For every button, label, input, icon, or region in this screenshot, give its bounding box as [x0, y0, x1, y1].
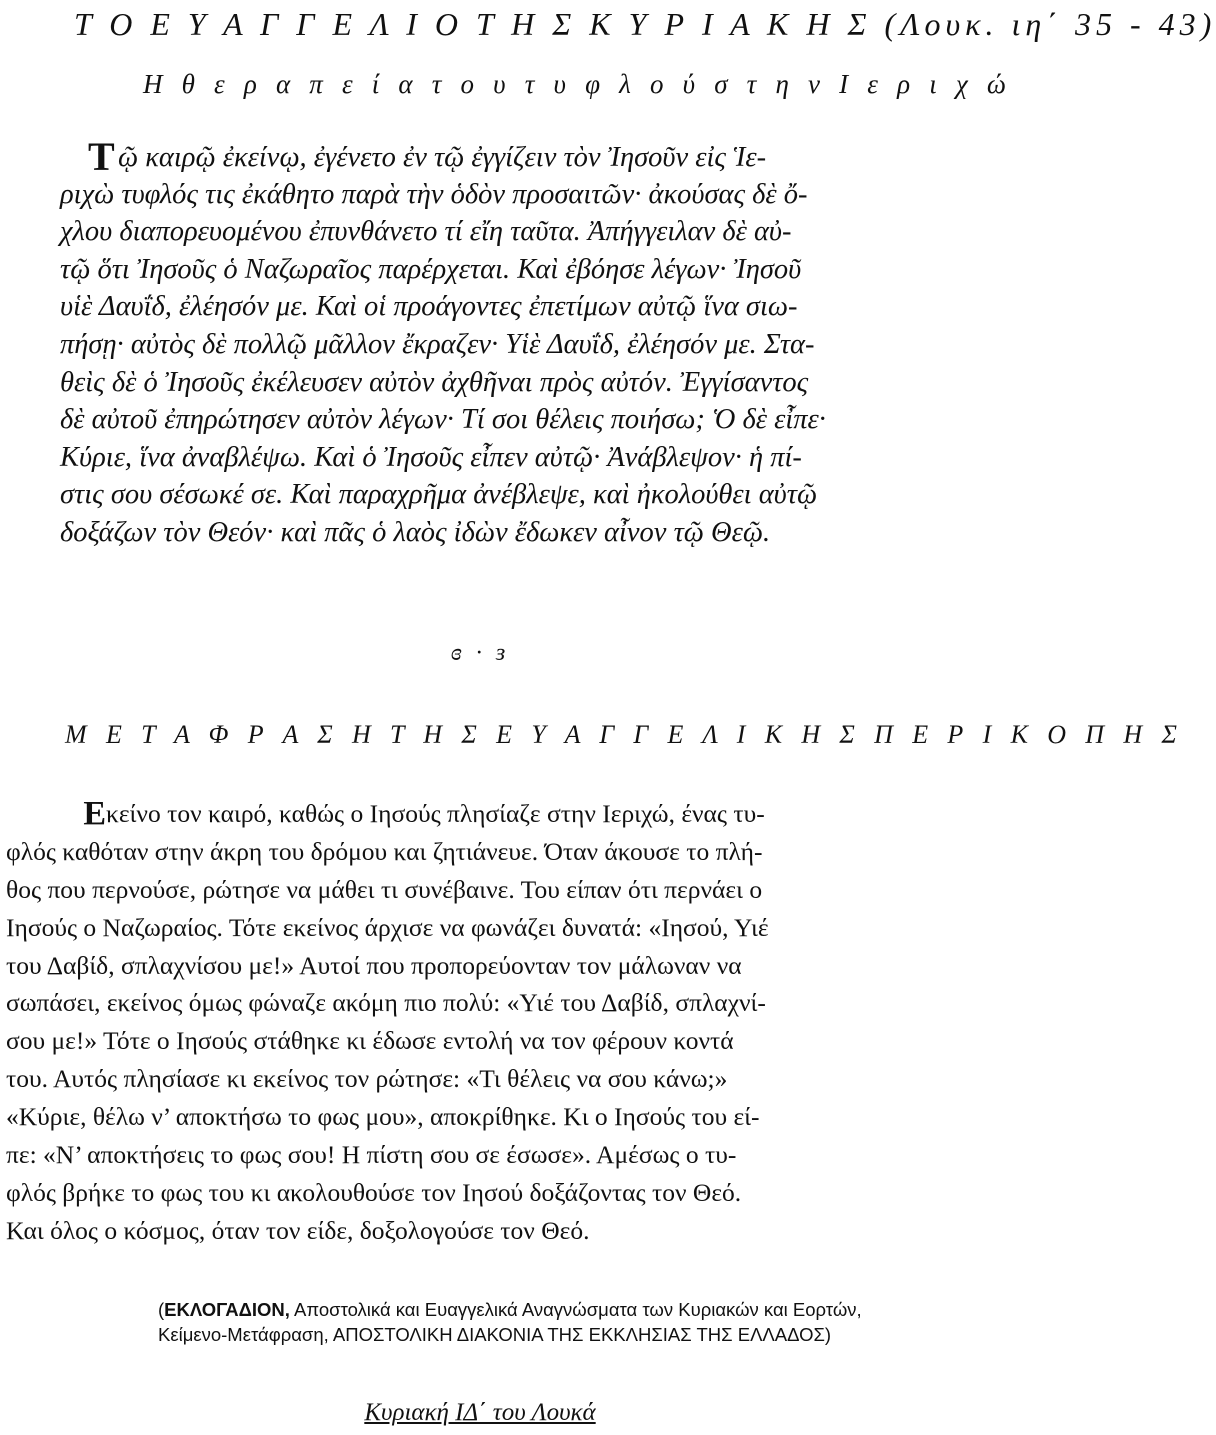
ornament-divider: ɞ · ɜ [450, 640, 510, 666]
translation-line: σου με!» Τότε ο Ιησούς στάθηκε κι έδωσε εντολή να τον φέρουν κοντά [6, 1026, 734, 1056]
translation-line: φλός καθόταν στην άκρη του δρόμου και ζητιάνευε. Όταν άκουσε το πλή- [6, 836, 763, 866]
page-title: Τ Ο Ε Υ Α Γ Γ Ε Λ Ι Ο Τ Η Σ Κ Υ Ρ Ι Α Κ Η Σ (Λουκ. ιη΄ 35 - 43) [74, 6, 1216, 42]
page-subtitle: Η θ ε ρ α π ε ί α τ ο υ τ υ φ λ ο ύ σ τ η ν Ι ε ρ ι χ ώ [143, 69, 1012, 99]
original-line: Τ ῷ καιρῷ ἐκείνῳ, ἐγένετο ἐν τῷ ἐγγίζειν τὸν Ἰησοῦν εἰς Ἱε- [88, 134, 767, 179]
original-line: θεὶς δὲ ὁ Ἰησοῦς ἐκέλευσεν αὐτὸν ἀχθῆναι πρὸς αὐτόν. Ἐγγίσαντος [60, 366, 809, 398]
original-line: Κύριε, ἵνα ἀναβλέψω. Καὶ ὁ Ἰησοῦς εἶπεν αὐτῷ· Ἀνάβλεψον· ἡ πί- [60, 441, 802, 473]
translation-text [6, 795, 956, 1250]
original-text [60, 134, 960, 552]
translation-heading: Μ Ε Τ Α Φ Ρ Α Σ Η Τ Η Σ Ε Υ Α Γ Γ Ε Λ Ι Κ Η Σ Π Ε Ρ Ι Κ Ο Π Η Σ [65, 720, 1184, 749]
translation-line: Ιησούς ο Ναζωραίος. Τότε εκείνος άρχισε να φωνάζει δυνατά: «Ιησού, Υιέ [6, 912, 769, 942]
translation-line: Εκείνο τον καιρό, καθώς ο Ιησούς πλησίαζε στην Ιεριχώ, ένας τυ- [6, 795, 956, 833]
original-line: στις σου σέσωκέ σε. Καὶ παραχρῆμα ἀνέβλεψε, καὶ ἠκολούθει αὐτῷ [60, 479, 818, 511]
translation-line: Και όλος ο κόσμος, όταν τον είδε, δοξολογούσε τον Θεό. [6, 1215, 590, 1245]
translation-line: σωπάσει, εκείνος όμως φώναζε ακόμη πιο πολύ: «Υιέ του Δαβίδ, σπλαχνί- [6, 988, 766, 1018]
source-citation [158, 1297, 958, 1347]
original-line: υἱὲ Δαυΐδ, ἐλέησόν με. Καὶ οἱ προάγοντες ἐπετίμων αὐτῷ ἵνα σιω- [60, 291, 798, 323]
translation-line: του Δαβίδ, σπλαχνίσου με!» Αυτοί που προπορεύονταν τον μάλωναν να [6, 950, 742, 980]
citation-line: Κείμενο-Μετάφραση, ΑΠΟΣΤΟΛΙΚΗ ΔΙΑΚΟΝΙΑ ΤΗΣ ΕΚΚΛΗΣΙΑΣ ΤΗΣ ΕΛΛΑΔΟΣ) [158, 1324, 832, 1345]
original-line: δοξάζων τὸν Θεόν· καὶ πᾶς ὁ λαὸς ἰδὼν ἔδωκεν αἶνον τῷ Θεῷ. [60, 516, 771, 548]
translation-line: πε: «Ν’ αποκτήσεις το φως σου! Η πίστη σου σε έσωσε». Αμέσως ο τυ- [6, 1140, 737, 1170]
translation-line: του. Αυτός πλησίασε κι εκείνος τον ρώτησε: «Τι θέλεις να σου κάνω;» [6, 1064, 728, 1094]
sunday-footer: Κυριακή ΙΔ΄ του Λουκά [364, 1399, 596, 1426]
citation-book-title: ΕΚΛΟΓΑΔΙΟΝ, [164, 1299, 290, 1320]
original-line: πήσῃ· αὐτὸς δὲ πολλῷ μᾶλλον ἔκραζεν· Υἱὲ Δαυΐδ, ἐλέησόν με. Στα- [60, 328, 815, 360]
original-line: τῷ ὅτι Ἰησοῦς ὁ Ναζωραῖος παρέρχεται. Καὶ ἐβόησε λέγων· Ἰησοῦ [60, 253, 802, 285]
translation-dropcap: Ε [83, 795, 106, 832]
translation-line: «Κύριε, θέλω ν’ αποκτήσω το φως μου», αποκρίθηκε. Κι ο Ιησούς του εί- [6, 1102, 760, 1132]
original-line: δὲ αὐτοῦ ἐπηρώτησεν αὐτὸν λέγων· Τί σοι θέλεις ποιήσω; Ὁ δὲ εἶπε· [60, 404, 826, 436]
original-line: ριχὼ τυφλός τις ἐκάθητο παρὰ τὴν ὁδὸν προσαιτῶν· ἀκούσας δὲ ὄ- [60, 178, 808, 210]
original-line: χλου διαπορευομένου ἐπυνθάνετο τί εἴη ταῦτα. Ἀπήγγειλαν δὲ αὐ- [60, 216, 792, 248]
original-dropcap: Τ [88, 134, 115, 179]
translation-line: θος που περνούσε, ρώτησε να μάθει τι συνέβαινε. Του είπαν ότι περνάει ο [6, 874, 763, 904]
citation-line: (ΕΚΛΟΓΑΔΙΟΝ, Αποστολικά και Ευαγγελικά Αναγνώσματα των Κυριακών και Εορτών, [158, 1299, 862, 1320]
translation-line: φλός βρήκε το φως του κι ακολουθούσε τον Ιησού δοξάζοντας τον Θεό. [6, 1177, 742, 1207]
